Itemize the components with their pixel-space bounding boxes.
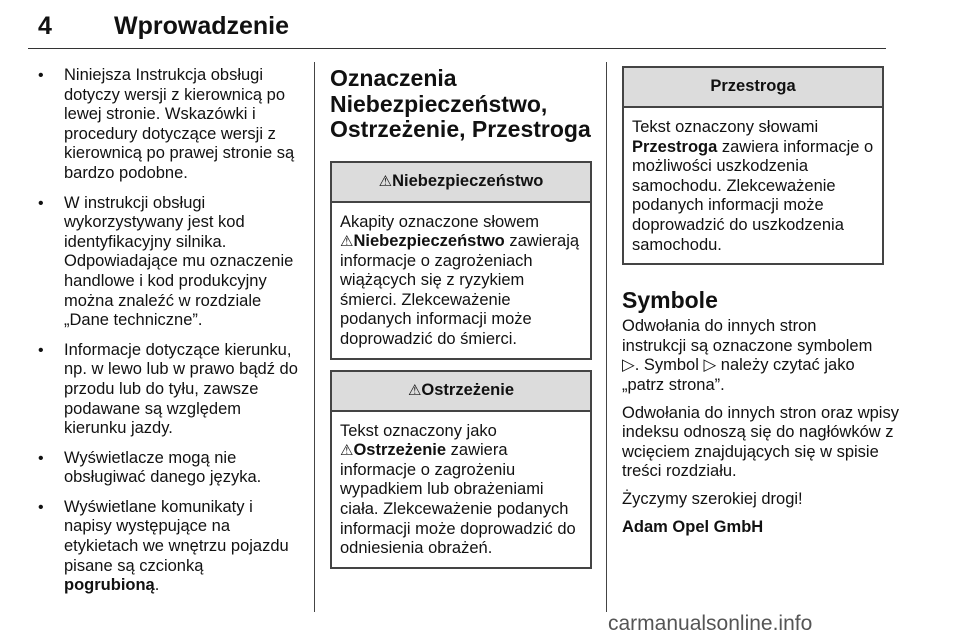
bullet-icon: • — [38, 341, 44, 359]
section-title: Wprowadzenie — [114, 12, 290, 40]
danger-text: zawierają informacje o zagrożeniach wiążących się z ryzykiem śmierci. Zlekceważenie podanych informacji może doprowadzić do śmierci. — [340, 232, 580, 349]
warning-triangle-icon: ⚠ — [340, 442, 354, 460]
heading-line: Ostrzeżenie, Przestroga — [330, 116, 591, 142]
paragraph-text: należy czytać jako „patrz strona”. — [622, 356, 855, 394]
heading-line: Niebezpieczeństwo, — [330, 90, 548, 117]
caution-text: zawiera informacje o możliwości uszkodzenia samochodu. Zlekceważenie podanych informacji może doprowadzić do uszkodzenia samochodu. — [632, 137, 874, 254]
warning-keyword: Ostrzeżenie — [353, 441, 447, 460]
danger-box-title: Niebezpieczeństwo — [392, 171, 544, 190]
list-item-text: Niniejsza Instrukcja obsługi dotyczy wersji z kierownicą po lewej stronie. Wskazówki i procedury dotyczące wersji z kierownicą po prawej stronie są bardzo podobne. — [64, 66, 295, 182]
caution-intro: Tekst oznaczony słowami — [632, 118, 819, 136]
warning-box-header — [332, 372, 590, 412]
symbols-heading: Symbole — [622, 287, 718, 314]
list-item-end: . — [154, 576, 160, 595]
page-ref-arrow-icon: ▷ — [622, 356, 635, 375]
page-ref-arrow-icon: ▷ — [703, 356, 717, 375]
column-1 — [38, 66, 300, 606]
list-item — [38, 194, 300, 331]
symbols-paragraph-2: Odwołania do innych stron oraz wpisy indeksu odnoszą się do nagłówków z wcięciem znajdujących się w spisie treści rozdziału. — [622, 403, 899, 481]
page-header — [28, 12, 886, 52]
caution-box-title: Przestroga — [710, 77, 796, 95]
caution-box-body — [624, 108, 882, 263]
header-rule — [28, 48, 886, 49]
bullet-icon: • — [38, 498, 44, 516]
column-divider-2 — [606, 62, 607, 612]
watermark: carmanualsonline.info — [608, 612, 813, 635]
warning-box-title: Ostrzeżenie — [421, 380, 515, 399]
list-item-text: Wyświetlane komunikaty i napisy występujące na etykietach we wnętrzu pojazdu pisane są czcionką — [64, 497, 289, 575]
column-2 — [330, 66, 592, 569]
caution-keyword: Przestroga — [632, 137, 718, 156]
warning-triangle-icon: ⚠ — [407, 381, 422, 399]
column-divider-1 — [314, 62, 315, 612]
paragraph-text: . Symbol — [634, 356, 704, 375]
markings-heading — [330, 66, 592, 143]
danger-box — [330, 161, 592, 360]
wish-text: Życzymy szerokiej drogi! — [622, 489, 803, 508]
warning-box — [330, 370, 592, 569]
caution-box-header — [624, 68, 882, 108]
warning-box-body — [332, 412, 590, 567]
warning-triangle-icon: ⚠ — [340, 233, 354, 251]
warning-text: zawiera informacje o zagrożeniu wypadkiem lub obrażeniami ciała. Zlekceważenie podanych informacji może doprowadzić do odniesienia obrażeń. — [340, 441, 576, 558]
bold-word: pogrubioną — [64, 576, 155, 595]
danger-box-header — [332, 163, 590, 203]
list-item — [38, 341, 300, 439]
column-3 — [622, 66, 899, 537]
list-item-text: W instrukcji obsługi wykorzystywany jest kod identyfikacyjny silnika. Odpowiadające mu oznaczenie handlowe i kod produkcyjny można znaleźć w rozdziale „Dane techniczne”. — [64, 193, 294, 330]
danger-box-body — [332, 203, 590, 358]
caution-box — [622, 66, 884, 265]
page-number: 4 — [38, 12, 52, 40]
list-item-text: Wyświetlacze mogą nie obsługiwać danego języka. — [64, 448, 262, 487]
danger-keyword: Niebezpieczeństwo — [353, 232, 505, 251]
danger-intro: Akapity oznaczone słowem — [340, 212, 540, 231]
paragraph-text: Odwołania do innych stron instrukcji są oznaczone symbolem — [622, 317, 873, 355]
list-item — [38, 66, 300, 184]
warning-intro: Tekst oznaczony jako — [340, 421, 497, 440]
list-item — [38, 498, 300, 596]
list-item — [38, 449, 300, 488]
heading-line: Oznaczenia — [330, 65, 457, 91]
bullet-icon: • — [38, 194, 44, 212]
list-item-text: Informacje dotyczące kierunku, np. w lewo lub w prawo bądź do przodu lub do tyłu, zawsze podawane są względem kierunku jazdy. — [64, 340, 298, 438]
symbols-paragraph-1 — [622, 317, 884, 395]
bullet-icon: • — [38, 449, 44, 467]
warning-triangle-icon: ⚠ — [378, 172, 393, 190]
bullet-icon: • — [38, 67, 44, 84]
signoff: Adam Opel GmbH — [622, 517, 764, 536]
